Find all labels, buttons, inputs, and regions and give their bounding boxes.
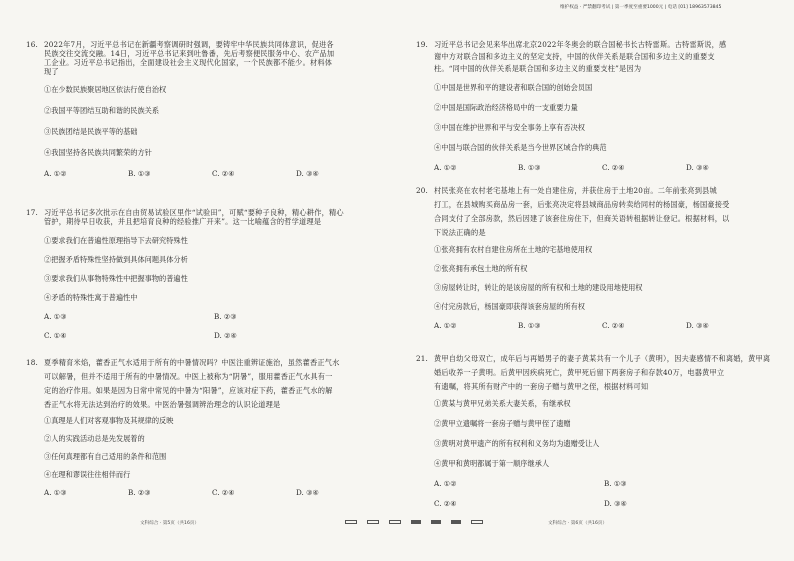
choice-d[interactable]: D. ③④ [604, 499, 627, 508]
choice-b[interactable]: B. ①③ [604, 479, 627, 488]
choice-a[interactable]: A. ①② [434, 321, 457, 330]
choice-c[interactable]: C. ①④ [44, 331, 67, 340]
choice-d[interactable]: D. ③④ [296, 169, 319, 178]
question-text: 可以解暑，但并不适用于所有的中暑情况。中医上被称为“阴暑”，服用藿香正气水具有一 [44, 372, 333, 381]
choice-a[interactable]: A. ①③ [44, 488, 67, 497]
question-text: 有遗嘱，将其所有财产中的一套房子赠与黄甲之侄，根据材料可知 [434, 382, 649, 391]
answer-choices-row2 [416, 499, 771, 508]
choice-d[interactable]: D. ②④ [214, 331, 237, 340]
statement-4: ④矛盾的特殊性寓于普遍性中 [44, 293, 138, 302]
choice-c[interactable]: C. ②④ [602, 163, 625, 172]
statement-4: ④黄甲和黄明都属于第一顺序继承人 [434, 459, 550, 468]
question-number: 21. [416, 354, 429, 363]
answer-choices-row2 [26, 331, 381, 340]
choice-c[interactable]: C. ②④ [434, 499, 457, 508]
question-text: 香正气水将无法达到治疗的效果。中医治暑强调辨治理念的认识论道理是 [44, 400, 281, 409]
statement-2: ②把握矛盾特殊性坚持做到具体问题具体分析 [44, 255, 188, 264]
question-text: 黄甲自幼父母双亡，成年后与再婚男子的妻子黄某共有一个儿子（黄明），因夫妻感情不和离婚，黄甲离 [434, 354, 771, 363]
mark [471, 520, 483, 524]
question-number: 17. [26, 208, 39, 217]
question-number: 19. [416, 40, 429, 49]
answer-choices [26, 169, 381, 178]
question-text: 谢中方对联合国和多边主义的坚定支持，中国的伙伴关系是联合国和多边主义的重要支 [434, 52, 715, 61]
answer-choices [416, 321, 771, 330]
choice-a[interactable]: A. ①② [434, 163, 457, 172]
choice-c[interactable]: C. ②④ [212, 488, 235, 497]
choice-a[interactable]: A. ①② [44, 169, 67, 178]
question-text: 打工，在县城购买商品房一套，后张亮决定将县城商品房转卖给同村的杨国豪，杨国豪接受 [434, 200, 730, 209]
statement-2: ②中国是国际政治经济格局中的一支重要力量 [434, 103, 578, 112]
question-text: 2022年7月，习近平总书记在新疆考察调研时强调，要铸牢中华民族共同体意识，促进各 [44, 40, 334, 49]
question-text: 现了 [44, 67, 59, 76]
statement-3: ③中国在维护世界和平与安全事务上享有否决权 [434, 123, 585, 132]
choice-d[interactable]: D. ③④ [296, 488, 319, 497]
answer-choices [26, 488, 381, 497]
mark [389, 520, 401, 524]
question-text: 夏季精育米焰，藿香正气水适用于所有的中暑情况吗？中医注重辨证施治，虽然藿香正气水 [44, 358, 340, 367]
question-18 [26, 358, 381, 497]
question-19 [416, 40, 771, 172]
answer-choices [416, 479, 771, 488]
mark [411, 520, 421, 524]
choice-d[interactable]: D. ③④ [686, 321, 709, 330]
question-text: 合同支付了全部房款，然后因建了该套住房住下，但商关语转租据转让登记。根据材料，以 [434, 214, 730, 223]
statement-1: ①张亮拥有农村自建住房所在土地的宅基地使用权 [434, 245, 593, 254]
question-text: 村民张亮在农村老宅基地上有一处自建住房，并获住房于土地20亩。二年前张亮到县城 [434, 186, 717, 195]
choice-c[interactable]: C. ②④ [212, 169, 235, 178]
binding-marks [345, 520, 483, 524]
choice-d[interactable]: D. ③④ [686, 163, 709, 172]
statement-3: ③黄明对黄甲遗产的所有权利和义务均为遗赠受让人 [434, 439, 600, 448]
statement-1: ①在少数民族聚居地区依法行使自治权 [44, 85, 167, 94]
statement-3: ③要求我们从事物特殊性中把握事物的普遍性 [44, 274, 188, 283]
statement-2: ②张亮拥有承包土地的所有权 [434, 264, 528, 273]
question-text: 民族交往交流交融。14日，习近平总书记来到吐鲁番，先后考察便民服务中心、农产品加 [44, 49, 335, 58]
question-20 [416, 186, 771, 330]
question-text: 婚后收养一子黄明。后黄甲因疾病死亡，黄甲死后留下两套房子和存款40万，电器黄甲立 [434, 368, 725, 377]
answer-choices [26, 312, 381, 321]
choice-b[interactable]: B. ①③ [518, 321, 541, 330]
statement-4: ④中国与联合国的伙伴关系是当今世界区域合作的典范 [434, 143, 607, 152]
question-text: 工企业。习近平总书记指出，全面建设社会主义现代化国家，一个民族都不能少。材料体 [44, 58, 333, 67]
choice-b[interactable]: B. ①③ [128, 169, 151, 178]
statement-1: ①中国是世界和平的建设者和联合国的创始会员国 [434, 83, 593, 92]
statement-4: ④我国坚持各民族共同繁荣的方针 [44, 148, 152, 157]
statement-3: ③民族团结是民族平等的基础 [44, 127, 138, 136]
question-16 [26, 40, 381, 178]
statement-1: ①要求我们在普遍性原理指导下去研究特殊性 [44, 236, 188, 245]
choice-b[interactable]: B. ①③ [518, 163, 541, 172]
statement-2: ②黄甲立遗嘱将一套房子赠与黄甲侄了遗赠 [434, 419, 571, 428]
right-page-footer: 文科综合 · 第6页（共16页） [548, 521, 608, 526]
question-number: 20. [416, 186, 429, 195]
mark [345, 520, 357, 524]
statement-1: ①黄某与黄甲兄弟关系大妻关系，有继承权 [434, 399, 571, 408]
choice-a[interactable]: A. ①③ [44, 312, 67, 321]
question-text: 柱。“同中国的伙伴关系是联合国和多边主义的重要支柱”是因为 [434, 64, 642, 73]
question-text: 定的治疗作用。如果是因为日常中常见的中暑为“阳暑”，应该对症下药，藿香正气水的解 [44, 386, 333, 395]
statement-3: ③任何真理都有自己适用的条件和范围 [44, 452, 167, 461]
choice-b[interactable]: B. ②③ [214, 312, 237, 321]
question-17 [26, 208, 381, 340]
question-21 [416, 354, 771, 508]
question-text: 习近平总书记多次批示在自由贸易试验区里作“试验田”，可赋“要种子良种，精心耕作，精心 [44, 208, 344, 217]
question-text: 习近平总书记会见来华出席北京2022年冬奥会的联合国秘书长古特雷斯。古特雷斯说，感 [434, 40, 727, 49]
question-number: 16. [26, 40, 39, 49]
question-text: 管护，期待早日收获，并且把培育良种的经验推广开来”。这一比喻蕴含的哲学道理是 [44, 217, 322, 226]
question-text: 下说法正确的是 [434, 228, 486, 237]
statement-2: ②人的实践活动总是先发展着的 [44, 434, 145, 443]
statement-1: ①真理是人们对客观事物及其规律的反映 [44, 416, 174, 425]
choice-c[interactable]: C. ②④ [602, 321, 625, 330]
mark [367, 520, 379, 524]
answer-choices [416, 163, 771, 172]
page-header: 维护权益 · 严禁翻印考试 | 第一季度至重要1000元 | 电话 [01] 18963573845 [560, 5, 722, 10]
mark [451, 520, 461, 524]
choice-b[interactable]: B. ②③ [128, 488, 151, 497]
statement-4: ④在理和谬误往往相伴而行 [44, 470, 131, 479]
question-number: 18. [26, 358, 39, 367]
choice-a[interactable]: A. ①② [434, 479, 457, 488]
statement-4: ④付完房款后，杨国豪即获得该套房屋的所有权 [434, 302, 585, 311]
statement-2: ②我国平等团结互助和谐的民族关系 [44, 106, 160, 115]
statement-3: ③房屋转让时，转让的是该房屋的所有权和土地的建设用地使用权 [434, 283, 643, 292]
left-page-footer: 文科综合 · 第5页（共16页） [140, 521, 200, 526]
mark [431, 520, 441, 524]
